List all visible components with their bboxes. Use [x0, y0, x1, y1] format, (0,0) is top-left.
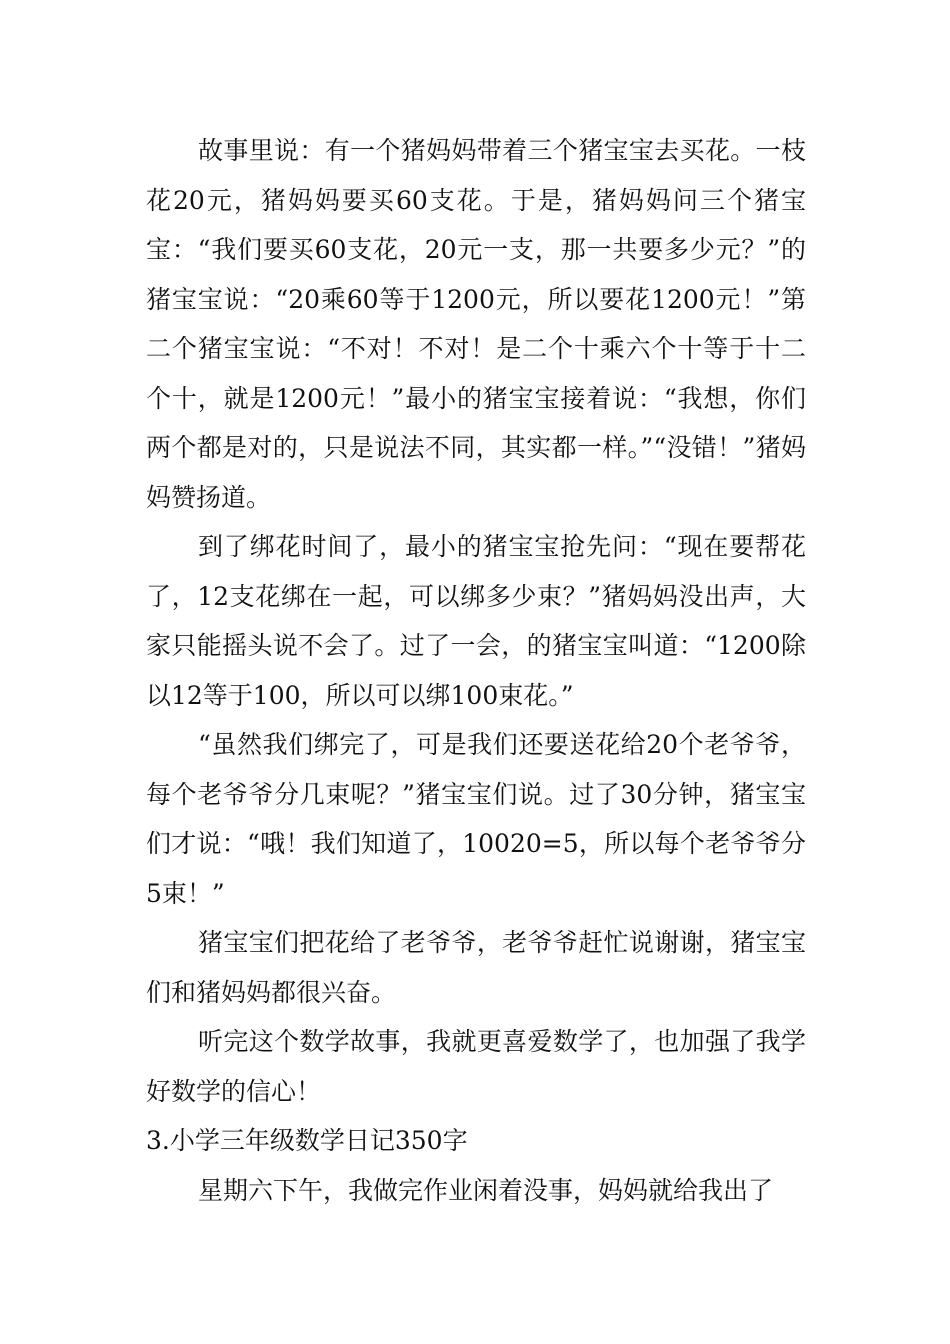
section-heading: 3.小学三年级数学日记350字: [146, 1126, 468, 1155]
document-body: [146, 126, 806, 1215]
paragraph-giving-flowers: “虽然我们绑完了，可是我们还要送花给20个老爷爷，每个老爷爷分几束呢？”猪宝宝们说。过了30分钟，猪宝宝们才说：“哦！我们知道了，10020=5，所以每个老爷爷分5束！”: [146, 730, 806, 908]
paragraph-next-diary: 星期六下午，我做完作业闲着没事，妈妈就给我出了: [198, 1175, 774, 1205]
paragraph-tying-flowers: 到了绑花时间了，最小的猪宝宝抢先问：“现在要帮花了，12支花绑在一起，可以绑多少束？”猪妈妈没出声，大家只能摇头说不会了。过了一会，的猪宝宝叫道：“1200除以12等于100，所以可以绑100束花。”: [146, 532, 806, 710]
paragraph-story-intro: 故事里说：有一个猪妈妈带着三个猪宝宝去买花。一枝花20元，猪妈妈要买60支花。于是，猪妈妈问三个猪宝宝：“我们要买60支花，20元一支，那一共要多少元？”的猪宝宝说：“20乘60等于1200元，所以要花1200元！”第二个猪宝宝说：“不对！不对！是二个十乘六个十等于十二个十，就是1200元！”最小的猪宝宝接着说：“我想，你们两个都是对的，只是说法不同，其实都一样。”“没错！”猪妈妈赞扬道。: [146, 136, 806, 512]
paragraph-thanks: 猪宝宝们把花给了老爷爷，老爷爷赶忙说谢谢，猪宝宝们和猪妈妈都很兴奋。: [146, 928, 806, 1007]
paragraph-conclusion: 听完这个数学故事，我就更喜爱数学了，也加强了我学好数学的信心！: [146, 1027, 806, 1106]
